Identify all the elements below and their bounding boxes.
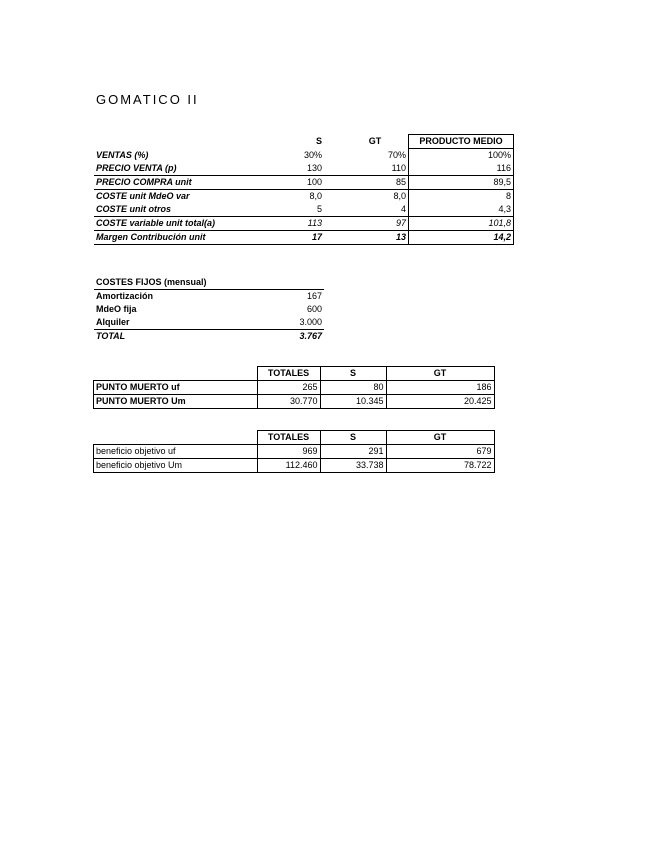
- cell-medio: 14,2: [409, 231, 514, 245]
- row-label: COSTE unit MdeO var: [96, 191, 190, 201]
- row-label: COSTE unit otros: [94, 203, 268, 217]
- total-value: 3.767: [299, 331, 322, 341]
- table-row: [94, 316, 324, 330]
- table-row: [94, 445, 495, 459]
- cell-s: 130: [306, 163, 322, 173]
- row-label: PUNTO MUERTO uf: [94, 381, 258, 395]
- table-row: [94, 190, 514, 204]
- fixed-costs-header: COSTES FIJOS (mensual): [94, 276, 268, 290]
- cell-gt: 97: [324, 217, 409, 231]
- row-label: beneficio objetivo Um: [94, 459, 258, 473]
- col-header-producto-medio: PRODUCTO MEDIO: [409, 135, 514, 149]
- cell-value: 167: [306, 291, 322, 301]
- row-label: VENTAS (%): [96, 149, 149, 160]
- page-title: GOMATICO II: [96, 92, 199, 107]
- cell-s: 33.738: [320, 459, 386, 473]
- col-header-gt: GT: [368, 136, 382, 146]
- cell-gt: 8,0: [393, 191, 406, 201]
- cell-gt: 110: [391, 163, 406, 173]
- cell-gt: 70%: [387, 149, 406, 160]
- cell-value: 3.000: [268, 316, 324, 330]
- col-header-gt: GT: [386, 367, 494, 381]
- row-label: PUNTO MUERTO Um: [94, 395, 258, 409]
- table-header-row: [94, 367, 495, 381]
- cell-s: 10.345: [320, 395, 386, 409]
- fixed-costs-table: [94, 276, 324, 343]
- total-label: TOTAL: [96, 331, 126, 341]
- cell-s: 113: [268, 217, 324, 231]
- table-header-row: [94, 135, 514, 149]
- col-header-s: S: [320, 367, 386, 381]
- table-row: [94, 176, 514, 190]
- cell-s: 5: [268, 203, 324, 217]
- cell-totales: 112.460: [257, 459, 320, 473]
- break-even-table: [93, 366, 495, 409]
- table-row: [94, 459, 495, 473]
- table-row: [94, 395, 495, 409]
- cell-gt: 13: [324, 231, 409, 245]
- target-profit-table: [93, 430, 495, 473]
- cell-gt: 186: [386, 381, 494, 395]
- table-row-total: [94, 330, 324, 344]
- table-row: [94, 162, 514, 176]
- row-label: Alquiler: [94, 316, 268, 330]
- cell-gt: 78.722: [386, 459, 494, 473]
- table-row: [94, 290, 324, 304]
- cell-gt: 679: [386, 445, 494, 459]
- col-header-gt: GT: [386, 431, 494, 445]
- col-header-s: S: [320, 431, 386, 445]
- cell-s: 291: [320, 445, 386, 459]
- cell-s: 8,0: [309, 191, 322, 201]
- row-label: beneficio objetivo uf: [94, 445, 258, 459]
- cell-gt: 4: [324, 203, 409, 217]
- cell-s: 30%: [303, 149, 322, 160]
- cell-totales: 30.770: [257, 395, 320, 409]
- table-row: [94, 217, 514, 231]
- cell-totales: 969: [257, 445, 320, 459]
- row-label: Margen Contribución unit: [94, 231, 268, 245]
- cell-gt: 20.425: [386, 395, 494, 409]
- cell-gt: 85: [324, 176, 409, 190]
- col-header-totales: TOTALES: [257, 367, 320, 381]
- cell-value: 600: [306, 304, 322, 314]
- table-row: [94, 149, 514, 163]
- cell-medio: 116: [409, 162, 514, 176]
- table-row: [94, 303, 324, 316]
- row-label: COSTE variable unit total(a): [94, 217, 268, 231]
- row-label: PRECIO COMPRA unit: [94, 176, 268, 190]
- row-label: MdeO fija: [96, 304, 137, 314]
- table-header-row: [94, 276, 324, 290]
- row-label: PRECIO VENTA (p): [96, 163, 177, 173]
- table-row: [94, 231, 514, 245]
- col-header-s: S: [315, 136, 322, 146]
- product-table: [94, 134, 514, 245]
- table-row: [94, 381, 495, 395]
- cell-medio: 101,8: [409, 217, 514, 231]
- cell-medio: 8: [409, 190, 514, 204]
- cell-totales: 265: [257, 381, 320, 395]
- cell-s: 80: [320, 381, 386, 395]
- cell-medio: 100%: [409, 149, 514, 163]
- cell-medio: 4,3: [409, 203, 514, 217]
- table-row: [94, 203, 514, 217]
- cell-s: 100: [268, 176, 324, 190]
- col-header-totales: TOTALES: [257, 431, 320, 445]
- row-label: Amortización: [96, 291, 154, 301]
- table-header-row: [94, 431, 495, 445]
- cell-medio: 89,5: [409, 176, 514, 190]
- cell-s: 17: [268, 231, 324, 245]
